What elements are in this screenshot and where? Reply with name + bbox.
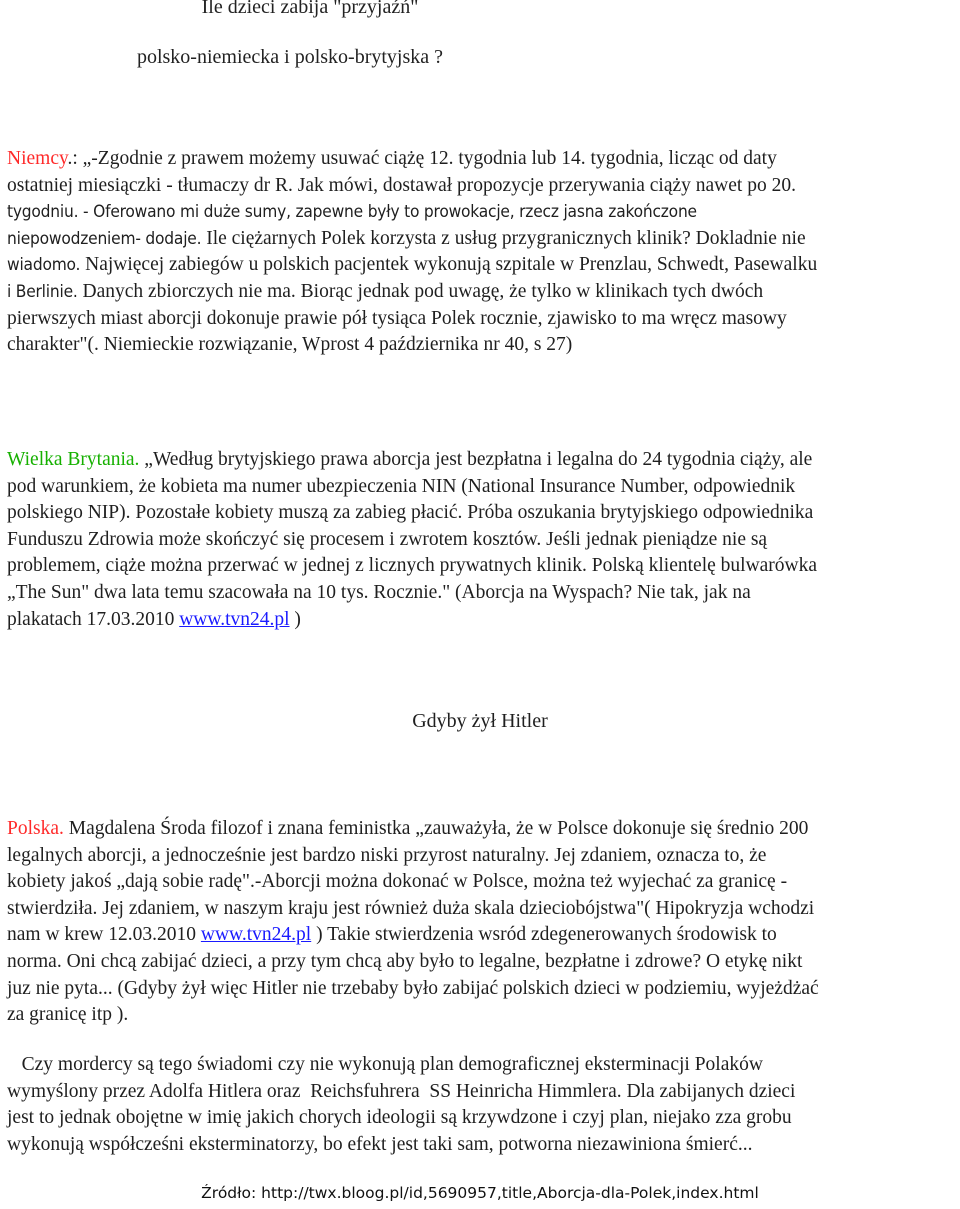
poland-line-8: za granicę itp ). [7, 1004, 129, 1026]
britain-line-1: „Według brytyjskiego prawa aborcja jest bezpłatna i legalna do 24 tygodnia ciąży, ale [139, 449, 813, 470]
germany-line-3: tygodniu. - Oferowano mi duże sumy, zapewne były to prowokacje, rzecz jasna zakończone [7, 202, 697, 223]
germany-line-4b: Ile ciężarnych Polek korzysta z usług przygranicznych klinik? Dokladnie nie [201, 227, 806, 249]
germany-line-6a: i Berlinie. [7, 281, 78, 302]
germany-line-5b: Najwięcej zabiegów u polskich pacjentek wykonują szpitale w Prenzlau, Schwedt, Pasewalku [80, 254, 818, 276]
germany-paragraph [7, 146, 957, 359]
closing-line-4: wykonują współcześni eksterminatorzy, bo efekt jest taki sam, potworna niezawiniona śmierć... [7, 1133, 753, 1155]
germany-line-8: charakter"(. Niemieckie rozwiązanie, Wprost 4 października nr 40, s 27) [7, 334, 573, 356]
poland-line-1: Magdalena Środa filozof i znana feministka „zauważyła, że w Polsce dokonuje się średnio 200 [63, 818, 809, 839]
britain-label: Wielka Brytania. [7, 449, 140, 470]
poland-line-5-post: ) Takie stwierdzenia wsród zdegenerowanych środowisk to [311, 924, 777, 946]
britain-line-7-pre: plakatach 17.03.2010 [7, 608, 180, 630]
document-title-line-2: polsko-niemiecka i polsko-brytyjska ? [136, 46, 444, 68]
closing-line-2: wymyślony przez Adolfa Hitlera oraz Reichsfuhrera SS Heinricha Himmlera. Dla zabijanych dzieci [7, 1080, 796, 1102]
poland-line-3: kobiety jakoś „dają sobie radę".-Aborcji można dokonać w Polsce, można też wyjechać za granicę - [7, 871, 788, 893]
poland-label: Polska. [7, 818, 64, 839]
source-footer: Źródło: http://twx.bloog.pl/id,5690957,title,Aborcja-dla-Polek,index.html [201, 1184, 759, 1202]
britain-line-6: „The Sun" dwa lata temu szacowała na 10 tys. Rocznie." (Aborcja na Wyspach? Nie tak, jak na [7, 581, 751, 603]
document-title-line-1: Ile dzieci zabija "przyjaźń" [201, 0, 419, 18]
germany-line-7: pierwszych miast aborcji dokonuje prawie pół tysiąca Polek rocznie, zjawisko to ma wręcz masowy [7, 307, 787, 329]
tvn24-link-2[interactable]: www.tvn24.pl [200, 924, 312, 946]
germany-line-4a: niepowodzeniem- dodaje. [7, 228, 202, 249]
poland-line-2: legalnych aborcji, a jednocześnie jest bardzo niski przyrost naturalny. Jej zdaniem, oznacza to, że [7, 844, 767, 866]
germany-label: Niemcy [7, 148, 68, 169]
tvn24-link-1[interactable]: www.tvn24.pl [179, 608, 290, 630]
closing-line-1: Czy mordercy są tego świadomi czy nie wykonują plan demograficznej eksterminacji Polaków [7, 1054, 763, 1075]
britain-line-7-post: ) [289, 608, 301, 630]
germany-line-5a: wiadomo. [7, 255, 81, 276]
britain-line-4: Funduszu Zdrowia może skończyć się procesem i zwrotem kosztów. Jeśli jednak pieniądze nie są [7, 528, 768, 550]
britain-paragraph [7, 447, 957, 633]
poland-paragraph [7, 816, 957, 1029]
britain-line-3: polskiego NIP). Pozostałe kobiety muszą za zabieg płacić. Próba oszukania brytyjskiego odpowiednika [7, 502, 814, 524]
closing-line-3: jest to jednak obojętne w imię jakich chorych ideologii są krzywdzone i czyj plan, niejako zza grobu [7, 1107, 792, 1129]
closing-paragraph [7, 1052, 957, 1158]
poland-line-7: juz nie pyta... (Gdyby żył więc Hitler nie trzebaby było zabijać polskich dzieci w podziemiu, wyjeżdżać [7, 977, 819, 999]
section-heading: Gdyby żył Hitler [412, 710, 548, 732]
poland-line-5-pre: nam w krew 12.03.2010 [7, 924, 201, 946]
britain-line-2: pod warunkiem, że kobieta ma numer ubezpieczenia NIN (National Insurance Number, odpowiednik [7, 475, 796, 497]
britain-line-5: problemem, ciąże można przerwać w jednej z licznych prywatnych klinik. Polską klientelę bulwarówka [7, 555, 818, 577]
germany-line-1: .: „-Zgodnie z prawem możemy usuwać ciążę 12. tygodnia lub 14. tygodnia, licząc od daty [67, 148, 777, 169]
poland-line-6: norma. Oni chcą zabijać dzieci, a przy tym chcą aby było to legalne, bezpłatne i zdrowe? O etykę nikt [7, 950, 803, 972]
poland-line-4: stwierdziła. Jej zdaniem, w naszym kraju jest również duża skala dzieciobójstwa"( Hipokryzja wchodzi [7, 897, 815, 919]
germany-line-2: ostatniej miesiączki - tłumaczy dr R. Jak mówi, dostawał propozycje przerywania ciąży nawet po 20. [7, 174, 796, 196]
germany-line-6b: Danych zbiorczych nie ma. Biorąc jednak pod uwagę, że tylko w klinikach tych dwóch [77, 280, 764, 302]
